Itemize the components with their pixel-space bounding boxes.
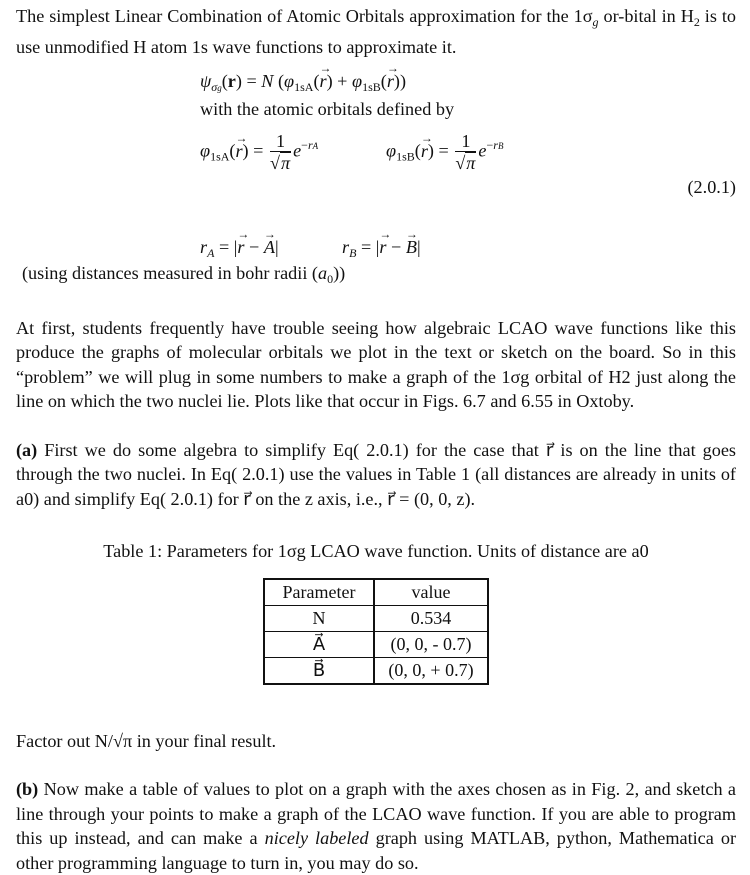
table-cell-param: N bbox=[264, 605, 374, 631]
table-cell-value: (0, 0, + 0.7) bbox=[374, 657, 488, 684]
table-header-row bbox=[264, 579, 488, 606]
table-cell-param: A⃗ bbox=[264, 631, 374, 657]
distance-ra: $r_A$ = |→ r − → A| bbox=[200, 235, 279, 266]
fraction-one-over-sqrt-pi: $\frac{1}{√\pi}$ bbox=[269, 131, 291, 173]
part-b-label: (b) bbox=[16, 779, 39, 799]
table-cell-value: (0, 0, - 0.7) bbox=[374, 631, 488, 657]
table-cell-value: 0.534 bbox=[374, 605, 488, 631]
intro-sub-g: g bbox=[592, 15, 599, 29]
part-b-paragraph bbox=[16, 777, 736, 875]
intro-text-b: or-bital in H bbox=[598, 6, 694, 26]
table-caption: Table 1: Parameters for 1σg LCAO wave function. Units of distance are a0 bbox=[103, 541, 649, 561]
fraction-one-over-sqrt-pi-b: $\frac{1}{√\pi}$ bbox=[455, 131, 476, 173]
document-page bbox=[16, 4, 736, 875]
table-row bbox=[264, 657, 488, 684]
intro-text-a: The simplest Linear Combination of Atomic Orbitals approximation for the 1σ bbox=[16, 6, 593, 26]
phi-b-definition: $\varphi_{1sB}(\to r)$ = $\frac{1}{√\pi}$ $e^{-rB}$ bbox=[386, 131, 503, 174]
part-b-text-2: graph using MATLAB, python, Mathematica or other programming language to turn in, you may do so. bbox=[16, 828, 736, 873]
factor-note: Factor out N/√π in your final result. bbox=[16, 730, 277, 751]
table-header-parameter: Parameter bbox=[264, 579, 374, 606]
intro-text-c: is to use unmodified H atom 1s wave functions to approximate it. bbox=[16, 6, 737, 57]
equation-number: (2.0.1) bbox=[687, 177, 736, 197]
orbitals-defined-text: with the atomic orbitals defined by bbox=[200, 99, 455, 119]
distance-rb: $r_B$ = |→ r − → B| bbox=[342, 235, 421, 266]
part-b-emphasis: nicely labeled bbox=[264, 828, 369, 848]
part-a-label: (a) bbox=[16, 439, 38, 460]
table-cell-param: B⃗ bbox=[264, 657, 374, 684]
parameters-table bbox=[263, 578, 489, 685]
table-row bbox=[264, 605, 488, 631]
phi-a-definition: $\varphi_{1sA}(\to r)$ = $\frac{1}{√\pi}$ $e^{-rA}$ bbox=[200, 131, 318, 174]
paragraph-intro-lcao: At first, students frequently have trouble seeing how algebraic LCAO wave functions like this produce the graphs of molecular orbitals we plot in the text or sketch on the board. So in this “problem” we will plug in some numbers to make a graph of the 1σg orbital of H2 just along the line on which the two nuclei lie. Plots like that occur in Figs. 6.7 and 6.55 in Oxtoby. bbox=[16, 317, 736, 411]
intro-sub-2: 2 bbox=[693, 15, 700, 29]
part-b-text-1: Now make a table of values to plot on a graph with the axes chosen as in Fig. 2, and sketch a line through your points to make a graph of the LCAO wave function. If you are able to program this up instead, and can make a bbox=[16, 779, 736, 848]
units-note: (using distances measured in bohr radii $(a_0)$) bbox=[22, 263, 346, 286]
table-row bbox=[264, 631, 488, 657]
intro-paragraph bbox=[16, 4, 736, 59]
equation-block bbox=[16, 59, 736, 260]
part-a-paragraph bbox=[16, 438, 736, 512]
table-header-value: value bbox=[374, 579, 488, 606]
part-a-text: First we do some algebra to simplify Eq( 2.0.1) for the case that r⃗ is on the line that goes through the two nuclei. In Eq( 2.0.1) use the values in Table 1 (all distances are already in units of a0) and simplify Eq( 2.0.1) for r⃗ on the z axis, i.e., r⃗ = (0, 0, z). bbox=[16, 439, 736, 509]
lcao-equation: $\psi_{\sigma g}(r) = N$ $(\varphi_{1sA}(\to r) + \varphi_{1sB}(\to r))$ bbox=[200, 69, 406, 101]
